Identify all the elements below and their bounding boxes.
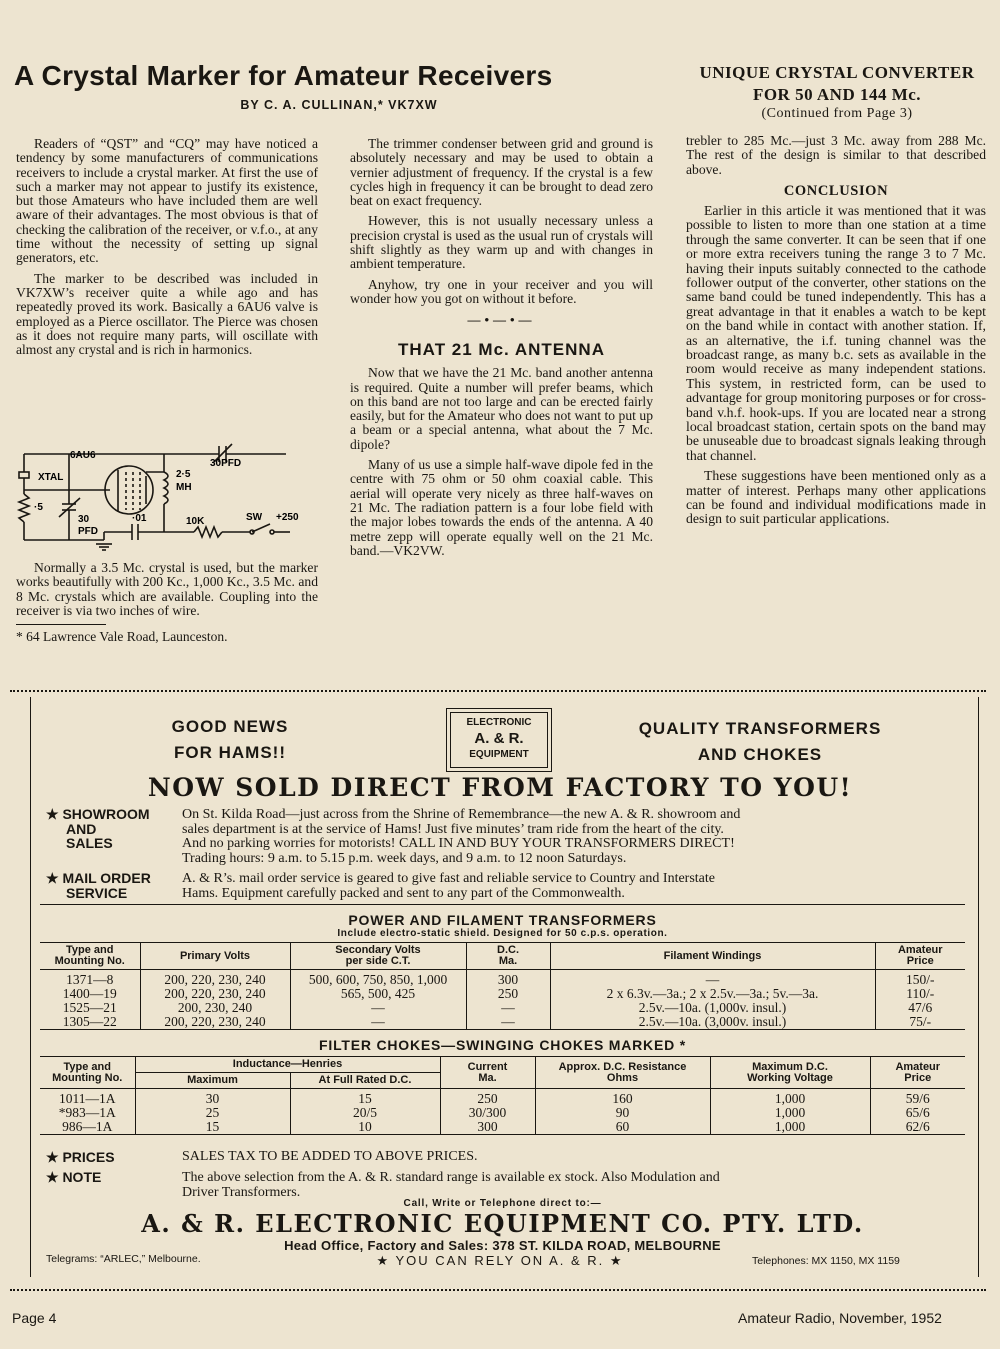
text-line: A. & R’s. mail order service is geared to give fast and reliable service to Country and Interstate (182, 871, 715, 886)
col-header: Amateur Price (870, 1057, 965, 1089)
paragraph: Readers of “QST” and “CQ” may have noticed a tendency by some manufacturers of communications receivers to include a crystal marker. At first the use of such a marker may not appear to justify its existence, but those Amateurs who have included them are well aware of their advantages. The most obvious is that of checking the calibration of the receiver, or v.f.o., at any time without the necessity of setting up signal generators, etc. (16, 136, 318, 266)
issue-line: Amateur Radio, November, 1952 (738, 1310, 942, 1326)
col-header: Maximum D.C. Working Voltage (710, 1057, 870, 1089)
cell: 1400—19 (62, 986, 117, 1001)
cell: 1371—8 (66, 972, 114, 987)
chokes-table (40, 1056, 965, 1135)
ar-logo (446, 708, 552, 772)
antenna-title: THAT 21 Mc. ANTENNA (398, 340, 605, 360)
cell: 20/5 (290, 1106, 440, 1120)
telephones: Telephones: MX 1150, MX 1159 (752, 1255, 900, 1267)
cell: 15 (135, 1120, 290, 1135)
prices-label: ★ PRICES (46, 1149, 115, 1165)
footnote-rule (16, 624, 106, 625)
col-header: At Full Rated D.C. (290, 1073, 440, 1089)
cell: 200, 220, 230, 240 (140, 1015, 290, 1030)
conclusion-title: CONCLUSION (783, 182, 889, 199)
cell: — (550, 970, 875, 988)
text-line: Driver Transformers. (182, 1184, 301, 1200)
table-row (40, 1089, 965, 1107)
column-1-continued (16, 561, 318, 645)
cell: 565, 500, 425 (290, 987, 466, 1001)
telegrams: Telegrams: “ARLEC,” Melbourne. (46, 1253, 201, 1265)
prices-text: SALES TAX TO BE ADDED TO ABOVE PRICES. (182, 1149, 478, 1164)
page-number: Page 4 (12, 1310, 57, 1326)
cell: — (466, 1015, 550, 1030)
cell: 30 (135, 1089, 290, 1107)
col-header: Type and Mounting No. (40, 943, 140, 970)
head-office: Head Office, Factory and Sales: 378 ST. KILDA ROAD, MELBOURNE (284, 1238, 721, 1253)
cell: 986—1A (62, 1119, 113, 1134)
col-header: Primary Volts (140, 943, 290, 970)
table-row (40, 1106, 965, 1120)
paragraph: The marker to be described was included in VK7XW’s receiver quite a while ago and has repeatedly proved its work. Basically a 6AU6 valve is employed as a Pierce oscillator. The Pierce was chosen as it does not require many parts, will oscillate with almost any crystal and is rich in harmonics. (16, 270, 318, 358)
col-header: D.C. Ma. (466, 943, 550, 970)
ad-rule (40, 904, 965, 905)
circuit-label-trim2: PFD (78, 526, 98, 537)
note-label: ★ NOTE (46, 1169, 102, 1185)
cell: 2.5v.—10a. (1,000v. insul.) (550, 1001, 875, 1015)
cell: 2 x 6.3v.—3a.; 2 x 2.5v.—3a.; 5v.—3a. (550, 987, 875, 1001)
col-header: Inductance—Henries (135, 1057, 440, 1073)
text-line: On St. Kilda Road—just across from the Shrine of Remembrance—the new A. & R. showroom and (182, 807, 741, 822)
text-line: The above selection from the A. & R. standard range is available ex stock. Also Modulation and (182, 1170, 720, 1185)
paragraph: However, this is not usually necessary unless a precision crystal is used as the usual run of crystals will shift slightly as they warm up and with changes in ambient temperature. (350, 213, 653, 272)
power-transformers-section (40, 912, 965, 1030)
converter-title-2: FOR 50 AND 144 Mc. (752, 85, 922, 104)
cell: 1525—21 (62, 1000, 117, 1015)
cell: 200, 220, 230, 240 (140, 987, 290, 1001)
cell: 300 (466, 970, 550, 988)
paragraph: Anyhow, try one in your receiver and you will wonder how you got on without it before. (350, 276, 653, 306)
col-header: Amateur Price (875, 943, 965, 970)
cell: 75/- (875, 1015, 965, 1030)
cell: 300 (440, 1120, 535, 1135)
paragraph: Many of us use a simple half-wave dipole fed in the centre with 75 ohm or 50 ohm coaxial cable. This aerial will operate very nicely as three half-waves on 21 Mc. The radiation pattern is a four lobe field with the major lobes towards the ends of the antenna. A 40 metre zepp will operate equally well on the 21 Mc. band.—VK2VW. (350, 457, 653, 558)
ad-headline: NOW SOLD DIRECT FROM FACTORY TO YOU! (147, 773, 853, 802)
power-table-title: POWER AND FILAMENT TRANSFORMERS (348, 912, 657, 928)
circuit-label-cap01: ·01 (132, 513, 147, 524)
separator: —•—•— (467, 312, 536, 328)
showroom-label-2: AND (66, 820, 97, 837)
filter-chokes-section (40, 1037, 965, 1135)
circuit-label-xtal: XTAL (38, 472, 64, 483)
rely-tagline: ★ YOU CAN RELY ON A. & R. ★ (376, 1253, 624, 1268)
ad-left-line-2: FOR HAMS!! (174, 743, 286, 762)
ad-right-heading (610, 716, 910, 768)
cell: 10 (290, 1120, 440, 1135)
col-header: Maximum (135, 1073, 290, 1089)
cell: 1,000 (710, 1120, 870, 1135)
mail-label-2: SERVICE (66, 884, 128, 901)
circuit-label-trim1: 30 (78, 514, 90, 525)
cell: 65/6 (870, 1106, 965, 1120)
circuit-label-cap30: 30PFD (210, 458, 242, 469)
cell: 25 (135, 1106, 290, 1120)
logo-line-1: ELECTRONIC (466, 717, 532, 728)
showroom-text (182, 808, 962, 866)
circuit-diagram (14, 432, 320, 554)
article-title-block (14, 60, 664, 112)
paragraph: Earlier in this article it was mentioned that it was possible to listen to more than one station at a time through the same converter. It can be seen that if one or more extra receivers tuning the range 3 to 7 Mc. having their inputs suitably connected to the cathode follower output of the converter, other stations on the same band could be tuned independently. This has a great advantage in that it enables a watch to be kept on the band while in contact with another station. If, as an alternative, the i.f. tuning channel was the broadcast range, as many b.c. sets as available in the room would receive as many independent stations. This system, in restricted form, can be used to advantage for group monitoring purposes or for cross-band v.h.f. hook-ups. If you are located near a strong local broadcast station, certain spots on the band may be unuseable due to broadcast signals leaking through that channel. (686, 202, 986, 463)
ad-left-heading (130, 714, 330, 766)
logo-line-3: EQUIPMENT (469, 749, 529, 760)
text-line: Trading hours: 9 a.m. to 5.15 p.m. week days, and 9 a.m. to 12 noon Saturdays. (182, 850, 627, 866)
column-3 (686, 134, 986, 533)
power-table-subtitle: Include electro-static shield. Designed for 50 c.p.s. operation. (337, 928, 668, 939)
col-header: Secondary Volts per side C.T. (290, 943, 466, 970)
table-row (40, 1001, 965, 1015)
text-line: Hams. Equipment carefully packed and sent to any part of the Commonwealth. (182, 885, 625, 901)
showroom-label-1: ★ SHOWROOM (46, 806, 150, 822)
mail-order-text (182, 872, 962, 901)
continued-note: (Continued from Page 3) (761, 106, 913, 121)
byline: BY C. A. CULLINAN,* VK7XW (240, 98, 438, 112)
col-header: Current Ma. (440, 1057, 535, 1089)
cell: 200, 230, 240 (140, 1001, 290, 1015)
logo-line-2: A. & R. (474, 730, 524, 747)
cell: 500, 600, 750, 850, 1,000 (290, 970, 466, 988)
cell: 110/- (875, 987, 965, 1001)
cell: — (290, 1001, 466, 1015)
cell: 250 (440, 1089, 535, 1107)
cell: 250 (466, 987, 550, 1001)
circuit-label-coil2: MH (176, 482, 192, 493)
cell: 1011—1A (59, 1091, 116, 1106)
mail-label-1: ★ MAIL ORDER (46, 870, 151, 886)
converter-header (682, 62, 992, 122)
showroom-label-3: SALES (66, 835, 113, 851)
paragraph: trebler to 285 Mc.—just 3 Mc. away from 288 Mc. The rest of the design is similar to that described above. (686, 133, 986, 177)
circuit-label-10k: 10K (186, 516, 205, 527)
mail-order-label (46, 871, 186, 900)
circuit-label-res: ·5 (34, 502, 43, 513)
col-header: Type and Mounting No. (40, 1057, 135, 1089)
ad-left-line-1: GOOD NEWS (171, 717, 289, 736)
ad-right-line-2: AND CHOKES (697, 745, 823, 764)
table-row (40, 987, 965, 1001)
cell: 2.5v.—10a. (3,000v. insul.) (550, 1015, 875, 1030)
cell: 59/6 (870, 1089, 965, 1107)
cell: *983—1A (58, 1105, 116, 1120)
cell: 47/6 (875, 1001, 965, 1015)
cell: — (290, 1015, 466, 1030)
power-table (40, 942, 965, 1030)
cell: 60 (535, 1120, 710, 1135)
paragraph: These suggestions have been mentioned only as a matter of interest. Perhaps many other applications can be found and individual modifications made in design to suit particular applications. (686, 468, 986, 527)
cell: 1305—22 (62, 1014, 117, 1029)
showroom-label (46, 807, 186, 851)
cell: — (466, 1001, 550, 1015)
col-header: Approx. D.C. Resistance Ohms (535, 1057, 710, 1089)
cell: 90 (535, 1106, 710, 1120)
column-2 (350, 137, 653, 564)
cell: 62/6 (870, 1120, 965, 1135)
cell: 1,000 (710, 1106, 870, 1120)
cell: 1,000 (710, 1089, 870, 1107)
circuit-label-sw: SW (246, 512, 263, 523)
company-name: A. & R. ELECTRONIC EQUIPMENT CO. PTY. LTD. (141, 1209, 864, 1238)
cell: 160 (535, 1089, 710, 1107)
circuit-label-valve: 6AU6 (70, 450, 96, 461)
circuit-label-coil1: 2·5 (176, 469, 191, 480)
table-row (40, 1015, 965, 1030)
chokes-table-title: FILTER CHOKES—SWINGING CHOKES MARKED * (319, 1037, 686, 1053)
text-line: And no parking worries for motorists! CALL IN AND BUY YOUR TRANSFORMERS DIRECT! (182, 836, 735, 851)
note-text (182, 1171, 962, 1200)
paragraph: Normally a 3.5 Mc. crystal is used, but the marker works beautifully with 200 Kc., 1,000 Kc., 3.5 Mc. and 8 Mc. crystals which are available. Coupling into the receiver is via two inches of wire. (16, 560, 318, 618)
cell: 30/300 (440, 1106, 535, 1120)
paragraph: Now that we have the 21 Mc. band another antenna is required. Quite a number will prefer beams, which on this band are not too large and can be erected fairly easily, but for the Amateur who does not want to put up a beam or a special antenna, what about the 7 Mc. dipole? (350, 365, 653, 452)
column-1 (16, 137, 318, 363)
circuit-label-250: +250 (276, 512, 299, 523)
col-header: Filament Windings (550, 943, 875, 970)
cell: 15 (290, 1089, 440, 1107)
paragraph: The trimmer condenser between grid and ground is absolutely necessary and may be used to obtain a vernier adjustment of frequency. If the crystal is a few cycles high in frequency it can be brought to dead zero beat on exact frequency. (350, 136, 653, 209)
table-row (40, 1120, 965, 1135)
cell: 200, 220, 230, 240 (140, 970, 290, 988)
cell: 150/- (875, 970, 965, 988)
table-row (40, 970, 965, 988)
call-line: Call, Write or Telephone direct to:— (403, 1198, 602, 1209)
article-title: A Crystal Marker for Amateur Receivers (14, 60, 553, 91)
footnote: * 64 Lawrence Vale Road, Launceston. (16, 629, 228, 645)
converter-title-1: UNIQUE CRYSTAL CONVERTER (699, 63, 975, 82)
ad-right-line-1: QUALITY TRANSFORMERS (638, 719, 882, 738)
text-line: sales department is at the service of Hams! Just five minutes’ tram ride from the heart of the city. (182, 821, 724, 837)
